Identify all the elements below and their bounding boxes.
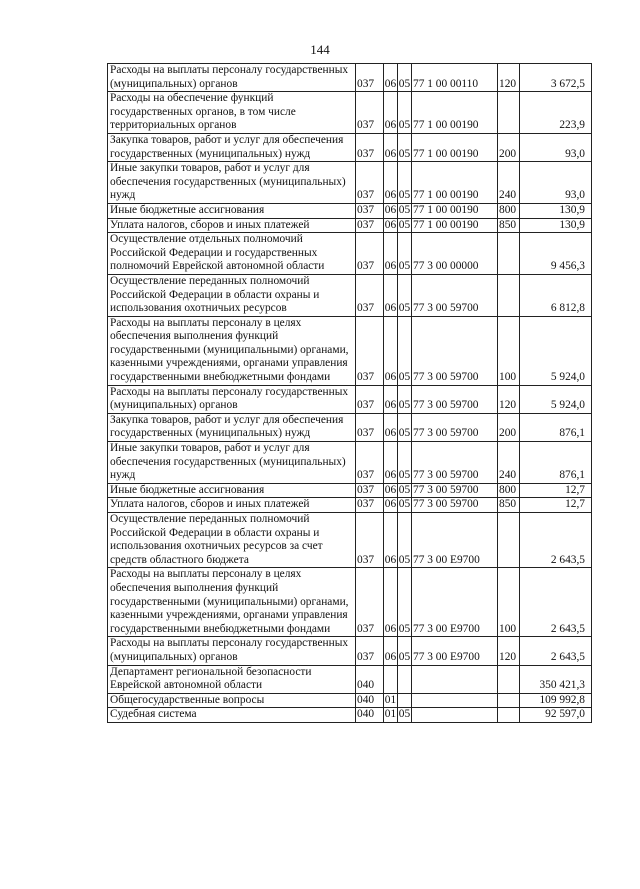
row-subsection: 05 <box>398 498 412 513</box>
row-code: 037 <box>356 442 384 484</box>
row-amount: 5 924,0 <box>520 385 592 413</box>
table-row <box>108 92 592 134</box>
row-expense-type: 120 <box>498 637 520 665</box>
row-expense-type <box>498 693 520 708</box>
row-expense-type <box>498 708 520 723</box>
row-section: 06 <box>384 498 398 513</box>
row-expense-type: 240 <box>498 442 520 484</box>
table-row <box>108 693 592 708</box>
row-section: 06 <box>384 133 398 161</box>
row-expense-type: 120 <box>498 64 520 92</box>
row-name: Уплата налогов, сборов и иных платежей <box>108 498 356 513</box>
row-target-code: 77 3 00 59700 <box>412 442 498 484</box>
row-subsection <box>398 665 412 693</box>
row-target-code: 77 1 00 00190 <box>412 92 498 134</box>
row-code: 037 <box>356 233 384 275</box>
row-target-code <box>412 665 498 693</box>
row-section: 06 <box>384 568 398 637</box>
row-subsection: 05 <box>398 513 412 568</box>
table-row <box>108 483 592 498</box>
row-amount: 92 597,0 <box>520 708 592 723</box>
row-section: 06 <box>384 64 398 92</box>
row-name: Закупка товаров, работ и услуг для обеспечения государственных (муниципальных) нужд <box>108 133 356 161</box>
row-name: Расходы на выплаты персоналу в целях обеспечения выполнения функций государственными (муниципальными) органами, казенными учреждениями, органами управления государственными внебюджетными фондами <box>108 568 356 637</box>
row-code: 037 <box>356 568 384 637</box>
row-amount: 93,0 <box>520 162 592 204</box>
budget-table <box>107 63 592 723</box>
row-name: Уплата налогов, сборов и иных платежей <box>108 218 356 233</box>
row-name: Судебная система <box>108 708 356 723</box>
row-target-code: 77 1 00 00110 <box>412 64 498 92</box>
row-section: 06 <box>384 274 398 316</box>
row-amount: 2 643,5 <box>520 637 592 665</box>
row-section: 06 <box>384 513 398 568</box>
table-row <box>108 218 592 233</box>
row-code: 040 <box>356 693 384 708</box>
row-name: Осуществление переданных полномочий Российской Федерации в области охраны и использования охотничьих ресурсов за счет средств областного бюджета <box>108 513 356 568</box>
row-code: 037 <box>356 413 384 441</box>
row-code: 040 <box>356 708 384 723</box>
row-target-code: 77 3 00 59700 <box>412 483 498 498</box>
row-subsection: 05 <box>398 218 412 233</box>
row-subsection: 05 <box>398 483 412 498</box>
row-expense-type: 800 <box>498 483 520 498</box>
row-expense-type: 120 <box>498 385 520 413</box>
row-section: 06 <box>384 483 398 498</box>
row-expense-type: 100 <box>498 316 520 385</box>
row-subsection: 05 <box>398 92 412 134</box>
row-expense-type <box>498 233 520 275</box>
row-amount: 130,9 <box>520 218 592 233</box>
table-row <box>108 513 592 568</box>
row-code: 037 <box>356 274 384 316</box>
row-target-code: 77 3 00 59700 <box>412 413 498 441</box>
row-code: 037 <box>356 385 384 413</box>
row-section: 06 <box>384 162 398 204</box>
page-number: 144 <box>310 42 330 57</box>
row-subsection: 05 <box>398 133 412 161</box>
row-target-code: 77 1 00 00190 <box>412 203 498 218</box>
row-target-code: 77 1 00 00190 <box>412 162 498 204</box>
row-code: 037 <box>356 203 384 218</box>
table-row <box>108 637 592 665</box>
row-subsection: 05 <box>398 413 412 441</box>
row-target-code: 77 3 00 Е9700 <box>412 568 498 637</box>
row-subsection: 05 <box>398 637 412 665</box>
table-row <box>108 442 592 484</box>
row-section: 01 <box>384 708 398 723</box>
row-code: 037 <box>356 637 384 665</box>
row-section: 06 <box>384 233 398 275</box>
row-expense-type: 850 <box>498 218 520 233</box>
row-amount: 876,1 <box>520 413 592 441</box>
row-target-code: 77 3 00 Е9700 <box>412 513 498 568</box>
row-name: Иные бюджетные ассигнования <box>108 203 356 218</box>
row-amount: 5 924,0 <box>520 316 592 385</box>
row-name: Осуществление отдельных полномочий Российской Федерации и государственных полномочий Еврейской автономной области <box>108 233 356 275</box>
row-subsection: 05 <box>398 162 412 204</box>
row-amount: 876,1 <box>520 442 592 484</box>
row-name: Расходы на обеспечение функций государственных органов, в том числе территориальных органов <box>108 92 356 134</box>
table-row <box>108 413 592 441</box>
row-section: 06 <box>384 316 398 385</box>
row-expense-type <box>498 513 520 568</box>
row-code: 037 <box>356 498 384 513</box>
row-code: 037 <box>356 162 384 204</box>
row-name: Общегосударственные вопросы <box>108 693 356 708</box>
row-target-code: 77 3 00 Е9700 <box>412 637 498 665</box>
row-section: 01 <box>384 693 398 708</box>
row-section: 06 <box>384 442 398 484</box>
table-row <box>108 498 592 513</box>
row-amount: 223,9 <box>520 92 592 134</box>
table-row <box>108 274 592 316</box>
row-target-code: 77 3 00 00000 <box>412 233 498 275</box>
table-row <box>108 708 592 723</box>
row-subsection: 05 <box>398 274 412 316</box>
row-amount: 12,7 <box>520 483 592 498</box>
row-code: 037 <box>356 483 384 498</box>
row-target-code: 77 3 00 59700 <box>412 316 498 385</box>
row-amount: 3 672,5 <box>520 64 592 92</box>
row-amount: 350 421,3 <box>520 665 592 693</box>
row-target-code: 77 1 00 00190 <box>412 218 498 233</box>
row-subsection <box>398 693 412 708</box>
row-expense-type: 200 <box>498 133 520 161</box>
row-name: Расходы на выплаты персоналу в целях обеспечения выполнения функций государственными (муниципальными) органами, казенными учреждениями, органами управления государственными внебюджетными фондами <box>108 316 356 385</box>
row-subsection: 05 <box>398 568 412 637</box>
row-subsection: 05 <box>398 64 412 92</box>
table-row <box>108 133 592 161</box>
row-subsection: 05 <box>398 708 412 723</box>
row-amount: 2 643,5 <box>520 513 592 568</box>
row-expense-type <box>498 665 520 693</box>
row-code: 037 <box>356 64 384 92</box>
row-amount: 12,7 <box>520 498 592 513</box>
table-row <box>108 385 592 413</box>
row-code: 037 <box>356 218 384 233</box>
row-name: Закупка товаров, работ и услуг для обеспечения государственных (муниципальных) нужд <box>108 413 356 441</box>
row-target-code <box>412 708 498 723</box>
table-row <box>108 64 592 92</box>
row-expense-type: 850 <box>498 498 520 513</box>
row-code: 037 <box>356 316 384 385</box>
row-target-code: 77 3 00 59700 <box>412 498 498 513</box>
table-row <box>108 162 592 204</box>
row-name: Осуществление переданных полномочий Российской Федерации в области охраны и использования охотничьих ресурсов <box>108 274 356 316</box>
table-row <box>108 568 592 637</box>
row-section: 06 <box>384 637 398 665</box>
table-row <box>108 665 592 693</box>
row-subsection: 05 <box>398 203 412 218</box>
row-expense-type: 240 <box>498 162 520 204</box>
table-row <box>108 316 592 385</box>
row-section: 06 <box>384 385 398 413</box>
row-subsection: 05 <box>398 442 412 484</box>
row-subsection: 05 <box>398 233 412 275</box>
row-subsection: 05 <box>398 316 412 385</box>
row-expense-type: 200 <box>498 413 520 441</box>
row-section: 06 <box>384 218 398 233</box>
row-code: 037 <box>356 92 384 134</box>
row-name: Расходы на выплаты персоналу государственных (муниципальных) органов <box>108 637 356 665</box>
row-code: 040 <box>356 665 384 693</box>
row-expense-type: 100 <box>498 568 520 637</box>
row-expense-type <box>498 92 520 134</box>
row-section: 06 <box>384 92 398 134</box>
row-name: Иные бюджетные ассигнования <box>108 483 356 498</box>
row-section: 06 <box>384 203 398 218</box>
row-code: 037 <box>356 513 384 568</box>
row-section: 06 <box>384 413 398 441</box>
row-target-code: 77 3 00 59700 <box>412 385 498 413</box>
row-amount: 9 456,3 <box>520 233 592 275</box>
row-target-code <box>412 693 498 708</box>
row-name: Иные закупки товаров, работ и услуг для обеспечения государственных (муниципальных) нужд <box>108 162 356 204</box>
row-code: 037 <box>356 133 384 161</box>
row-section <box>384 665 398 693</box>
row-target-code: 77 3 00 59700 <box>412 274 498 316</box>
row-expense-type <box>498 274 520 316</box>
row-name: Расходы на выплаты персоналу государственных (муниципальных) органов <box>108 64 356 92</box>
row-name: Расходы на выплаты персоналу государственных (муниципальных) органов <box>108 385 356 413</box>
row-name: Департамент региональной безопасности Еврейской автономной области <box>108 665 356 693</box>
row-amount: 109 992,8 <box>520 693 592 708</box>
row-subsection: 05 <box>398 385 412 413</box>
row-target-code: 77 1 00 00190 <box>412 133 498 161</box>
row-expense-type: 800 <box>498 203 520 218</box>
table-row <box>108 233 592 275</box>
row-name: Иные закупки товаров, работ и услуг для обеспечения государственных (муниципальных) нужд <box>108 442 356 484</box>
row-amount: 2 643,5 <box>520 568 592 637</box>
table-row <box>108 203 592 218</box>
row-amount: 93,0 <box>520 133 592 161</box>
row-amount: 6 812,8 <box>520 274 592 316</box>
row-amount: 130,9 <box>520 203 592 218</box>
